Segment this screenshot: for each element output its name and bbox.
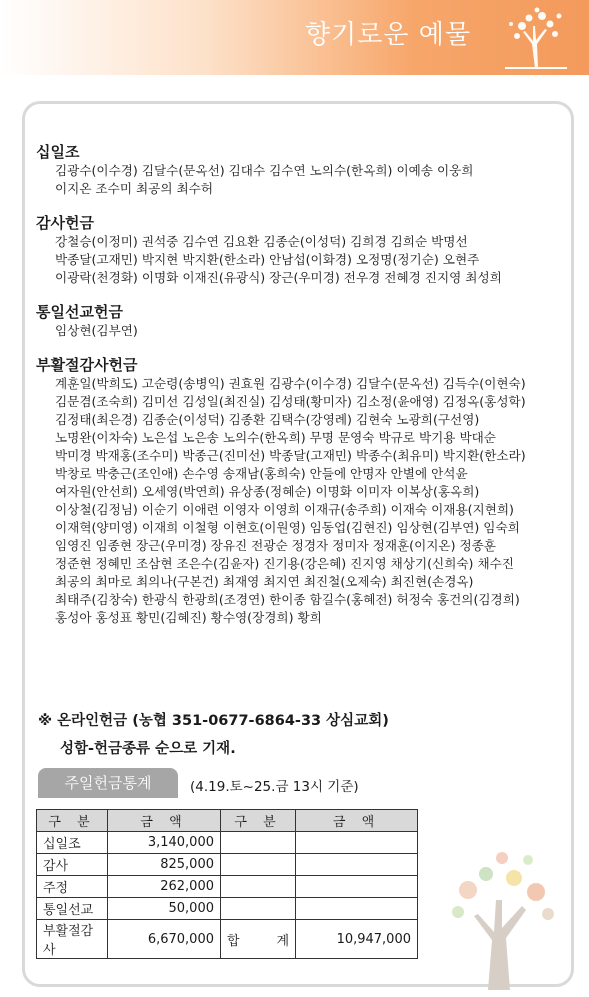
category-label: 주정 [37, 876, 108, 898]
col-header: 금 액 [108, 810, 221, 832]
amount-value: 262,000 [108, 876, 221, 898]
table-row [37, 876, 418, 898]
page-header [0, 0, 589, 75]
category-label [221, 876, 296, 898]
page-title: 향기로운 예물 [305, 20, 471, 50]
tree-decoration [418, 830, 578, 990]
category-label [221, 898, 296, 920]
notice-instruction-line: 성함-헌금종류 순으로 기재. [60, 741, 236, 757]
amount-value [296, 876, 418, 898]
table-row [37, 920, 418, 959]
section-tithe [36, 142, 556, 198]
section-title: 통일선교헌금 [36, 303, 123, 321]
section-title: 십일조 [36, 143, 80, 161]
offering-list [36, 142, 556, 642]
total-amount: 10,947,000 [296, 920, 418, 959]
section-title: 부활절감사헌금 [36, 356, 138, 374]
notice-account-line: ※ 온라인헌금 (농협 351-0677-6864-33 상심교회) [38, 713, 389, 729]
table-header-row [37, 810, 418, 832]
amount-value: 6,670,000 [108, 920, 221, 959]
col-header: 구 분 [37, 810, 108, 832]
section-title: 감사헌금 [36, 214, 94, 232]
amount-value: 50,000 [108, 898, 221, 920]
col-header: 구 분 [221, 810, 296, 832]
amount-value [296, 832, 418, 854]
amount-value: 3,140,000 [108, 832, 221, 854]
table-row [37, 832, 418, 854]
section-thanksgiving [36, 213, 556, 287]
table-row [37, 854, 418, 876]
stats-tab-label: 주일헌금통계 [38, 768, 178, 798]
donor-names: 임상현(김부연) [55, 323, 138, 338]
offering-stats-table [36, 809, 418, 959]
category-label: 부활절감사 [37, 920, 108, 959]
amount-value [296, 854, 418, 876]
amount-value: 825,000 [108, 854, 221, 876]
category-label: 통일선교 [37, 898, 108, 920]
category-label: 십일조 [37, 832, 108, 854]
category-label [221, 854, 296, 876]
donor-names: 계훈일(박희도) 고순령(송병익) 권효원 김광수(이수경) 김달수(문옥선) 김득수(이현숙) 김문겸(조숙희) 김미선 김성일(최진실) 김성태(황미자) 김소정(윤애영) 김정옥(홍성학) 김정태(최은경) 김종순(이성덕) 김종환 김택수(강영례) 김현숙 노광희(구선영) 노명완(이차숙) 노은섭 노은송 노의수(한옥희) 무명 문영숙 박규로 박기용 박대순 박미경 박재홍(조수미) 박종근(진미선) 박종달(고재민) 박종수(최유미) 박지환(한소라) 박창로 박충근(조인애) 손수영 송재남(홍희숙) 안들에 안명자 안별에 안석윤 여자원(안선희) 오세영(박연희) 유상종(정혜순) 이명화 이미자 이복상(홍옥희) 이상철(김정님) 이순기 이애련 이영자 이영희 이재규(송주희) 이재숙 이재용(지현희) 이재혁(양미영) 이재희 이철형 이현호(이원영) 임동업(김현진) 임상현(김부연) 임숙희 임영진 임종현 장근(우미경) 장유진 전광순 정경자 정미자 정재훈(이지온) 정종훈 정준현 정혜민 조삼현 조은수(김윤자) 진기용(강은혜) 진지영 채상기(신희숙) 채수진 최공의 최마로 최의나(구본건) 최재영 최지연 최진철(오제숙) 최진현(손경옥) 최태주(김창숙) 한광식 한광희(조경연) 한이종 함길수(홍혜전) 허정숙 홍건의(김경희) 홍성아 홍성표 황민(김혜진) 황수영(장경희) 황희 [55, 376, 526, 625]
amount-value [296, 898, 418, 920]
section-easter-thanksgiving [36, 355, 556, 627]
donor-names: 강철승(이정미) 권석중 김수연 김요환 김종순(이성덕) 김희경 김희순 박명선 박종달(고재민) 박지현 박지환(한소라) 안남섭(이화경) 오정명(정기순) 오현주 이광락(천경화) 이명화 이재진(유광식) 장근(우미경) 전우경 전혜경 진지영 최성희 [55, 234, 502, 285]
tree-icon [495, 4, 575, 70]
total-label: 합 계 [221, 920, 296, 959]
donor-names: 김광수(이수경) 김달수(문옥선) 김대수 김수연 노의수(한옥희) 이예송 이웅희 이지온 조수미 최공의 최수허 [55, 163, 474, 196]
table-row [37, 898, 418, 920]
stats-period-note: (4.19.토~25.금 13시 기준) [190, 779, 359, 795]
online-offering-notice [38, 707, 389, 763]
category-label [221, 832, 296, 854]
section-unification-mission [36, 302, 556, 340]
category-label: 감사 [37, 854, 108, 876]
col-header: 금 액 [296, 810, 418, 832]
